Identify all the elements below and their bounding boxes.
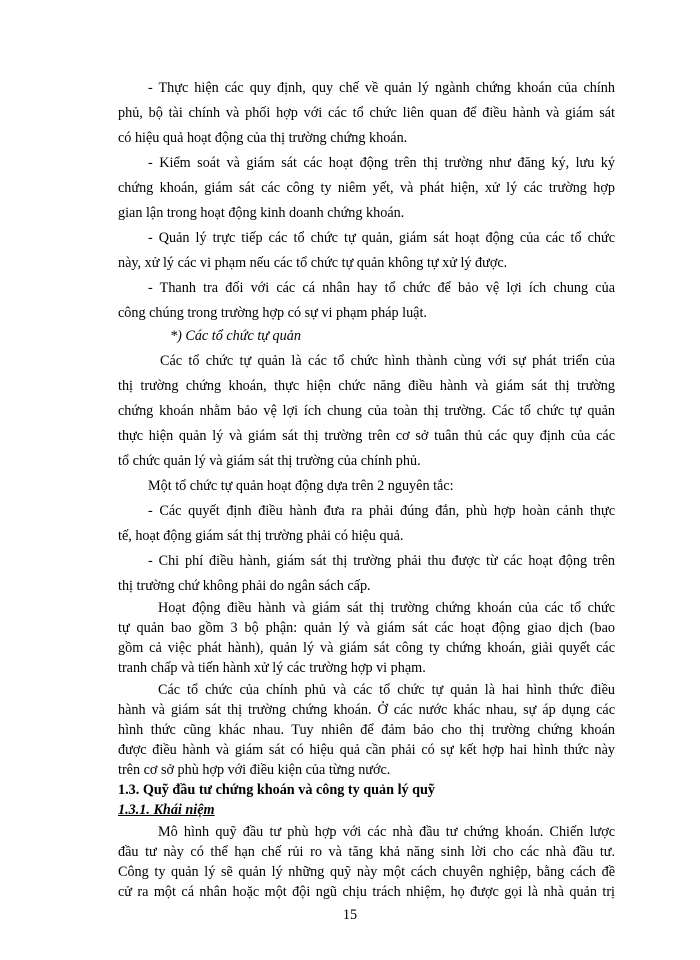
text-line: tự quản bao gồm 3 bộ phận: quản lý và giám sát các hoạt động giao dịch (bao xyxy=(118,620,615,636)
text-line: Các tổ chức của chính phủ và các tổ chức tự quản là hai hình thức điều xyxy=(158,682,615,698)
text-line: cử ra một cá nhân hoặc một đội ngũ chịu trách nhiệm, họ được gọi là nhà quản trị xyxy=(118,884,615,900)
text-line: đầu tư này có thể hạn chế rủi ro và tăng khả năng sinh lời cho các nhà đầu tư. xyxy=(118,844,615,860)
text-line: Mô hình quỹ đầu tư phù hợp với các nhà đầu tư chứng khoán. Chiến lược xyxy=(158,824,615,840)
text-line: thị trường chứ không phải do ngân sách cấp. xyxy=(118,578,371,594)
text-line: Một tổ chức tự quản hoạt động dựa trên 2 nguyên tắc: xyxy=(148,478,454,494)
text-line: thị trường chứng khoán, thực hiện chức năng điều hành và giám sát thị trường xyxy=(118,378,615,394)
section-heading: 1.3. Quỹ đầu tư chứng khoán và công ty quản lý quỹ xyxy=(118,782,436,798)
text-line: có hiệu quả hoạt động của thị trường chứng khoán. xyxy=(118,130,408,146)
text-line: - Chi phí điều hành, giám sát thị trường phải thu được từ các hoạt động trên xyxy=(148,553,615,569)
text-line: tổ chức quản lý và giám sát thị trường của chính phủ. xyxy=(118,453,421,469)
text-line: - Thực hiện các quy định, quy chế về quản lý ngành chứng khoán của chính xyxy=(148,80,615,96)
text-line: - Các quyết định điều hành đưa ra phải đúng đắn, phù hợp hoàn cảnh thực xyxy=(148,503,615,519)
text-line: tranh chấp và tiến hành xử lý các trường hợp vi phạm. xyxy=(118,660,426,676)
text-line: được điều hành và giám sát có hiệu quả cần phải có sự kết hợp hai hình thức này xyxy=(118,742,615,758)
text-line: phủ, bộ tài chính và phối hợp với các tổ chức liên quan để điều hành và giám sát xyxy=(118,105,615,121)
text-line: gồm cả việc phát hành), quản lý và giám sát công ty chứng khoán, giải quyết các xyxy=(118,640,615,656)
text-line: trên cơ sở phù hợp với điều kiện của từng nước. xyxy=(118,762,391,778)
text-line: Hoạt động điều hành và giám sát thị trường chứng khoán của các tổ chức xyxy=(158,600,615,616)
page-number: 15 xyxy=(342,907,358,923)
text-line: chứng khoán nhằm bảo vệ lợi ích chung của toàn thị trường. Các tổ chức tự quản xyxy=(118,403,615,419)
text-line: này, xử lý các vi phạm nếu các tổ chức tự quản không tự xử lý được. xyxy=(118,255,508,271)
text-line: - Quản lý trực tiếp các tổ chức tự quản, giám sát hoạt động của các tổ chức xyxy=(148,230,615,246)
text-line: chứng khoán, giám sát các công ty niêm yết, và phát hiện, xử lý các trường hợp xyxy=(118,180,615,196)
text-line: thực hiện quản lý và giám sát thị trường trên cơ sở tuân thủ các quy định của các xyxy=(118,428,615,444)
text-line: - Kiểm soát và giám sát các hoạt động trên thị trường như đăng ký, lưu ký xyxy=(148,155,615,171)
text-line: tế, hoạt động giám sát thị trường phải có hiệu quả. xyxy=(118,528,404,544)
section-subheading: *) Các tổ chức tự quản xyxy=(170,328,301,344)
text-line: hành và giám sát thị trường chứng khoán. Ở các nước khác nhau, sự áp dụng các xyxy=(118,702,615,718)
text-line: công chúng trong trường hợp có sự vi phạm pháp luật. xyxy=(118,305,427,321)
text-line: - Thanh tra đối với các cá nhân hay tổ chức để bảo vệ lợi ích chung của xyxy=(148,280,615,296)
text-line: hình thức cũng khác nhau. Tuy nhiên để đảm bảo cho thị trường chứng khoán xyxy=(118,722,615,738)
subsection-heading: 1.3.1. Khái niệm xyxy=(118,802,215,818)
text-line: Công ty quản lý sẽ quản lý những quỹ này một cách chuyên nghiệp, bằng cách đề xyxy=(118,864,615,880)
text-line: Các tổ chức tự quản là các tổ chức hình thành cùng với sự phát triển của xyxy=(160,353,615,369)
text-line: gian lận trong hoạt động kinh doanh chứng khoán. xyxy=(118,205,405,221)
